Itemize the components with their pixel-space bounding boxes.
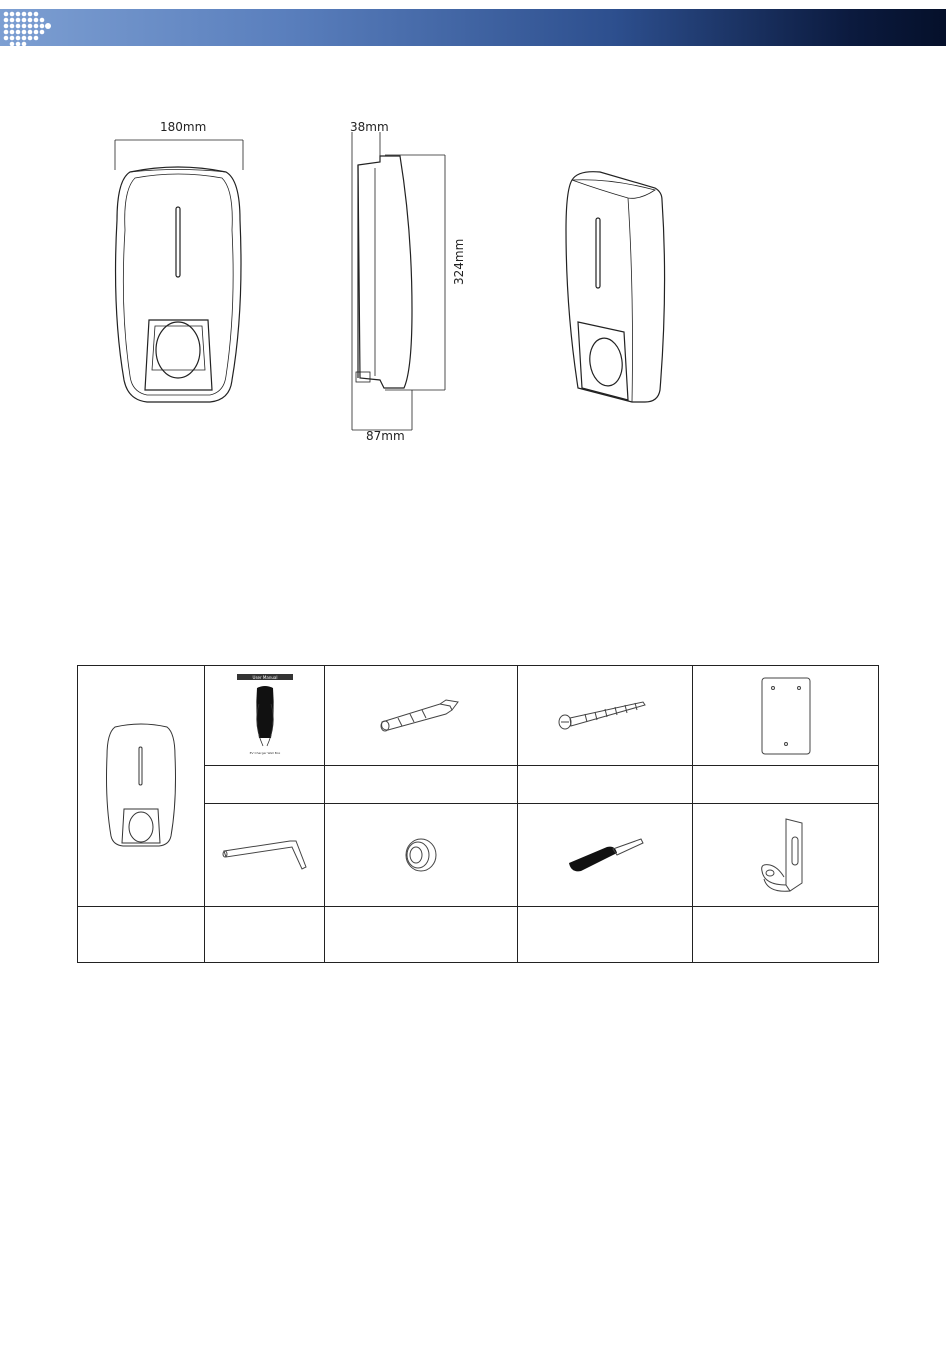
header-banner <box>0 9 946 46</box>
cable-holder-cell <box>693 804 879 906</box>
user-manual-cell <box>205 666 325 766</box>
cable-holder-label <box>693 906 879 962</box>
wall-plug-image <box>376 696 466 736</box>
mounting-plate-cell <box>693 666 879 766</box>
charger-unit-image <box>101 721 181 851</box>
hex-key-label <box>205 906 325 962</box>
hex-key-image <box>220 837 310 873</box>
cable-ferrule-image <box>563 835 647 875</box>
dimension-drawings <box>0 110 950 450</box>
manual-cover-subtitle: EV Charger Wall Box <box>249 750 280 755</box>
grommet-image <box>401 835 441 875</box>
grommet-label <box>325 906 518 962</box>
side-view-drawing <box>352 132 445 430</box>
screw-cell <box>518 666 693 766</box>
depth-top-dimension: 38mm <box>350 120 389 134</box>
manual-cover-title: User Manual <box>252 674 277 680</box>
front-view-drawing <box>115 140 243 402</box>
user-manual-image <box>235 674 295 758</box>
wall-plug-cell <box>325 666 518 766</box>
mounting-plate-image <box>758 674 814 758</box>
depth-bottom-dimension: 87mm <box>366 429 405 443</box>
height-dimension: 324mm <box>452 238 466 285</box>
grommet-cell <box>325 804 518 906</box>
wall-plug-label <box>325 766 518 804</box>
user-manual-label <box>205 766 325 804</box>
mounting-plate-label <box>693 766 879 804</box>
width-dimension: 180mm <box>160 120 207 134</box>
dot-pattern-icon <box>0 9 56 46</box>
hex-key-cell <box>205 804 325 906</box>
charger-unit-label <box>78 906 205 962</box>
cable-holder-image <box>756 815 816 895</box>
perspective-view-drawing <box>566 172 665 402</box>
cable-ferrule-cell <box>518 804 693 906</box>
cable-ferrule-label <box>518 906 693 962</box>
screw-label <box>518 766 693 804</box>
charger-unit-cell <box>78 666 205 907</box>
screw-image <box>555 696 655 736</box>
packing-list-table <box>77 665 879 963</box>
